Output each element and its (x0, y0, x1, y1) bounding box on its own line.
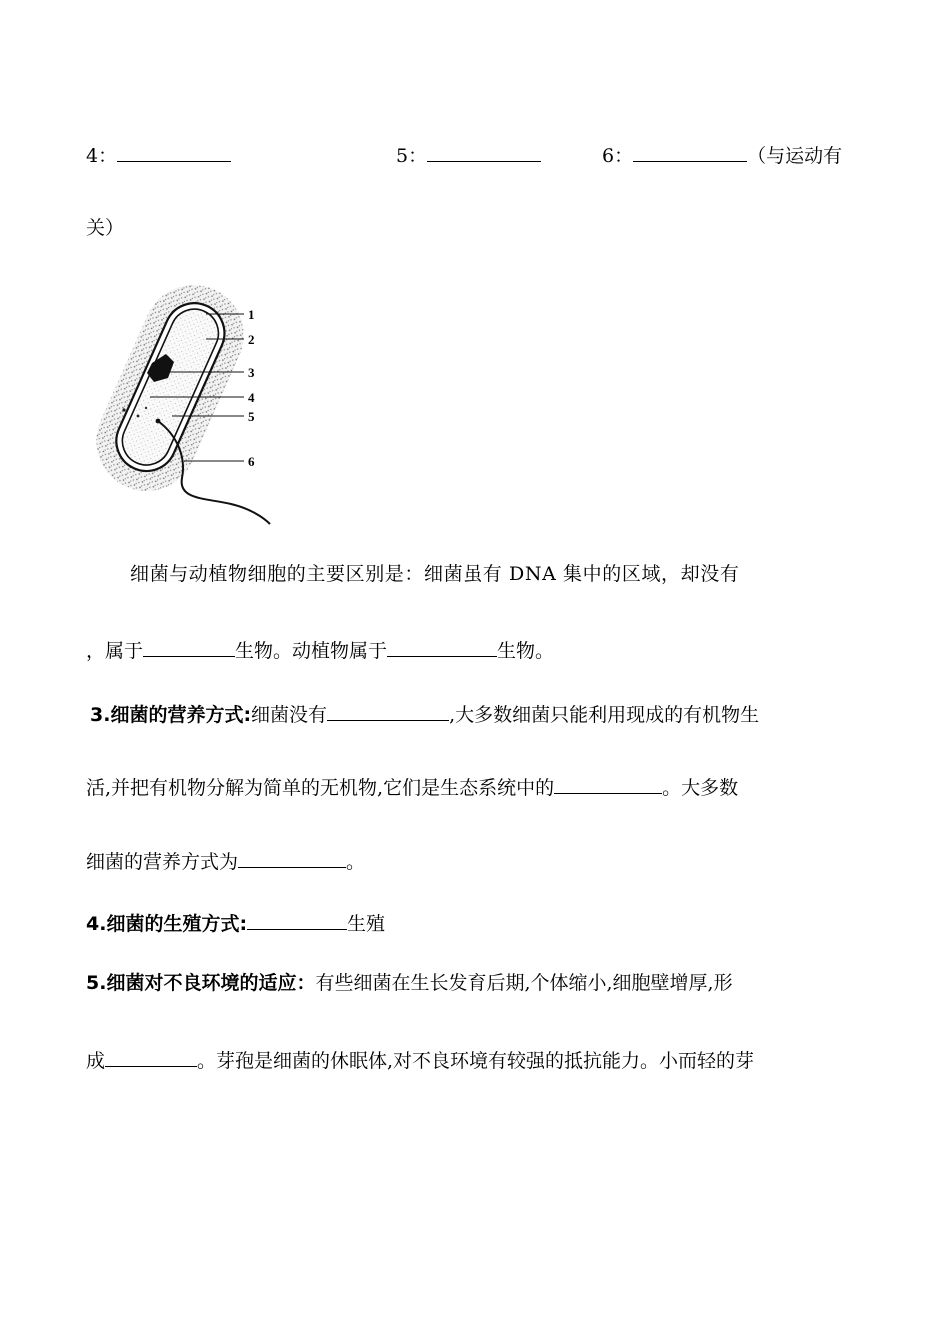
blank-item-4[interactable] (117, 141, 231, 162)
blank-organism-type-plants-animals[interactable] (387, 636, 497, 657)
diff-line-1: 细菌与动植物细胞的主要区别是：细菌虽有 DNA 集中的区域，却没有 (130, 563, 740, 585)
section-3-line-2 (86, 773, 738, 800)
blank-item-5[interactable] (427, 141, 541, 162)
section-3-line-2-a: 活,并把有机物分解为简单的无机物,它们是生态系统中的 (86, 777, 555, 799)
section-5-line-2-b: 。芽孢是细菌的休眠体,对不良环境有较强的抵抗能力。小而轻的芽 (197, 1050, 755, 1072)
fill-line-item6 (602, 141, 842, 168)
section-5-heading: 5.细菌对不良环境的适应： (86, 972, 316, 994)
diagram-label-3: 3 (248, 365, 255, 380)
blank-organism-type-bacteria[interactable] (143, 636, 235, 657)
section-5-line-1-text: 有些细菌在生长发育后期,个体缩小,细胞壁增厚,形 (315, 972, 733, 994)
blank-no-chloroplast[interactable] (327, 700, 449, 721)
blank-reproduction-mode[interactable] (247, 909, 347, 930)
section-5-line-2-a: 成 (86, 1050, 106, 1072)
item-5-label: 5： (396, 145, 428, 167)
section-3-line-3 (86, 847, 365, 874)
section-3-line-1 (90, 700, 759, 727)
section-3-line-1-a: 细菌没有 (251, 704, 328, 726)
section-4-tail: 生殖 (347, 913, 386, 935)
diff-line-2-c: 生物。 (497, 640, 555, 662)
blank-nutrition-mode[interactable] (238, 847, 346, 868)
item-6-label: 6： (602, 145, 634, 167)
section-5-line-2 (86, 1046, 754, 1073)
diagram-label-2: 2 (248, 332, 255, 347)
blank-spore[interactable] (105, 1046, 197, 1067)
section-3-line-3-a: 细菌的营养方式为 (86, 851, 239, 873)
section-4-line (86, 909, 385, 936)
fill-line-items (86, 141, 231, 168)
section-3-heading: 3.细菌的营养方式: (90, 704, 252, 726)
diagram-label-5: 5 (248, 409, 255, 424)
section-5-line-1 (86, 971, 733, 995)
section-4-heading: 4.细菌的生殖方式: (86, 913, 248, 935)
diagram-label-6: 6 (248, 454, 255, 469)
diagram-label-4: 4 (248, 390, 255, 405)
item-6-note: （与运动有 (747, 145, 843, 167)
section-3-line-3-b: 。 (346, 851, 366, 873)
section-3-line-1-b: ,大多数细菌只能利用现成的有机物生 (449, 704, 760, 726)
blank-ecosystem-role[interactable] (554, 773, 662, 794)
item-4-label: 4： (86, 145, 118, 167)
blank-item-6[interactable] (633, 141, 747, 162)
bacterium-diagram (86, 268, 286, 530)
diff-line-2 (86, 636, 554, 663)
diff-line-2-a: ，属于 (86, 640, 144, 662)
diagram-label-1: 1 (248, 307, 255, 322)
item-6-note-continued: 关） (86, 217, 125, 239)
section-3-line-2-b: 。大多数 (662, 777, 739, 799)
diff-line-2-b: 生物。动植物属于 (235, 640, 388, 662)
fill-line-item5 (396, 141, 541, 168)
